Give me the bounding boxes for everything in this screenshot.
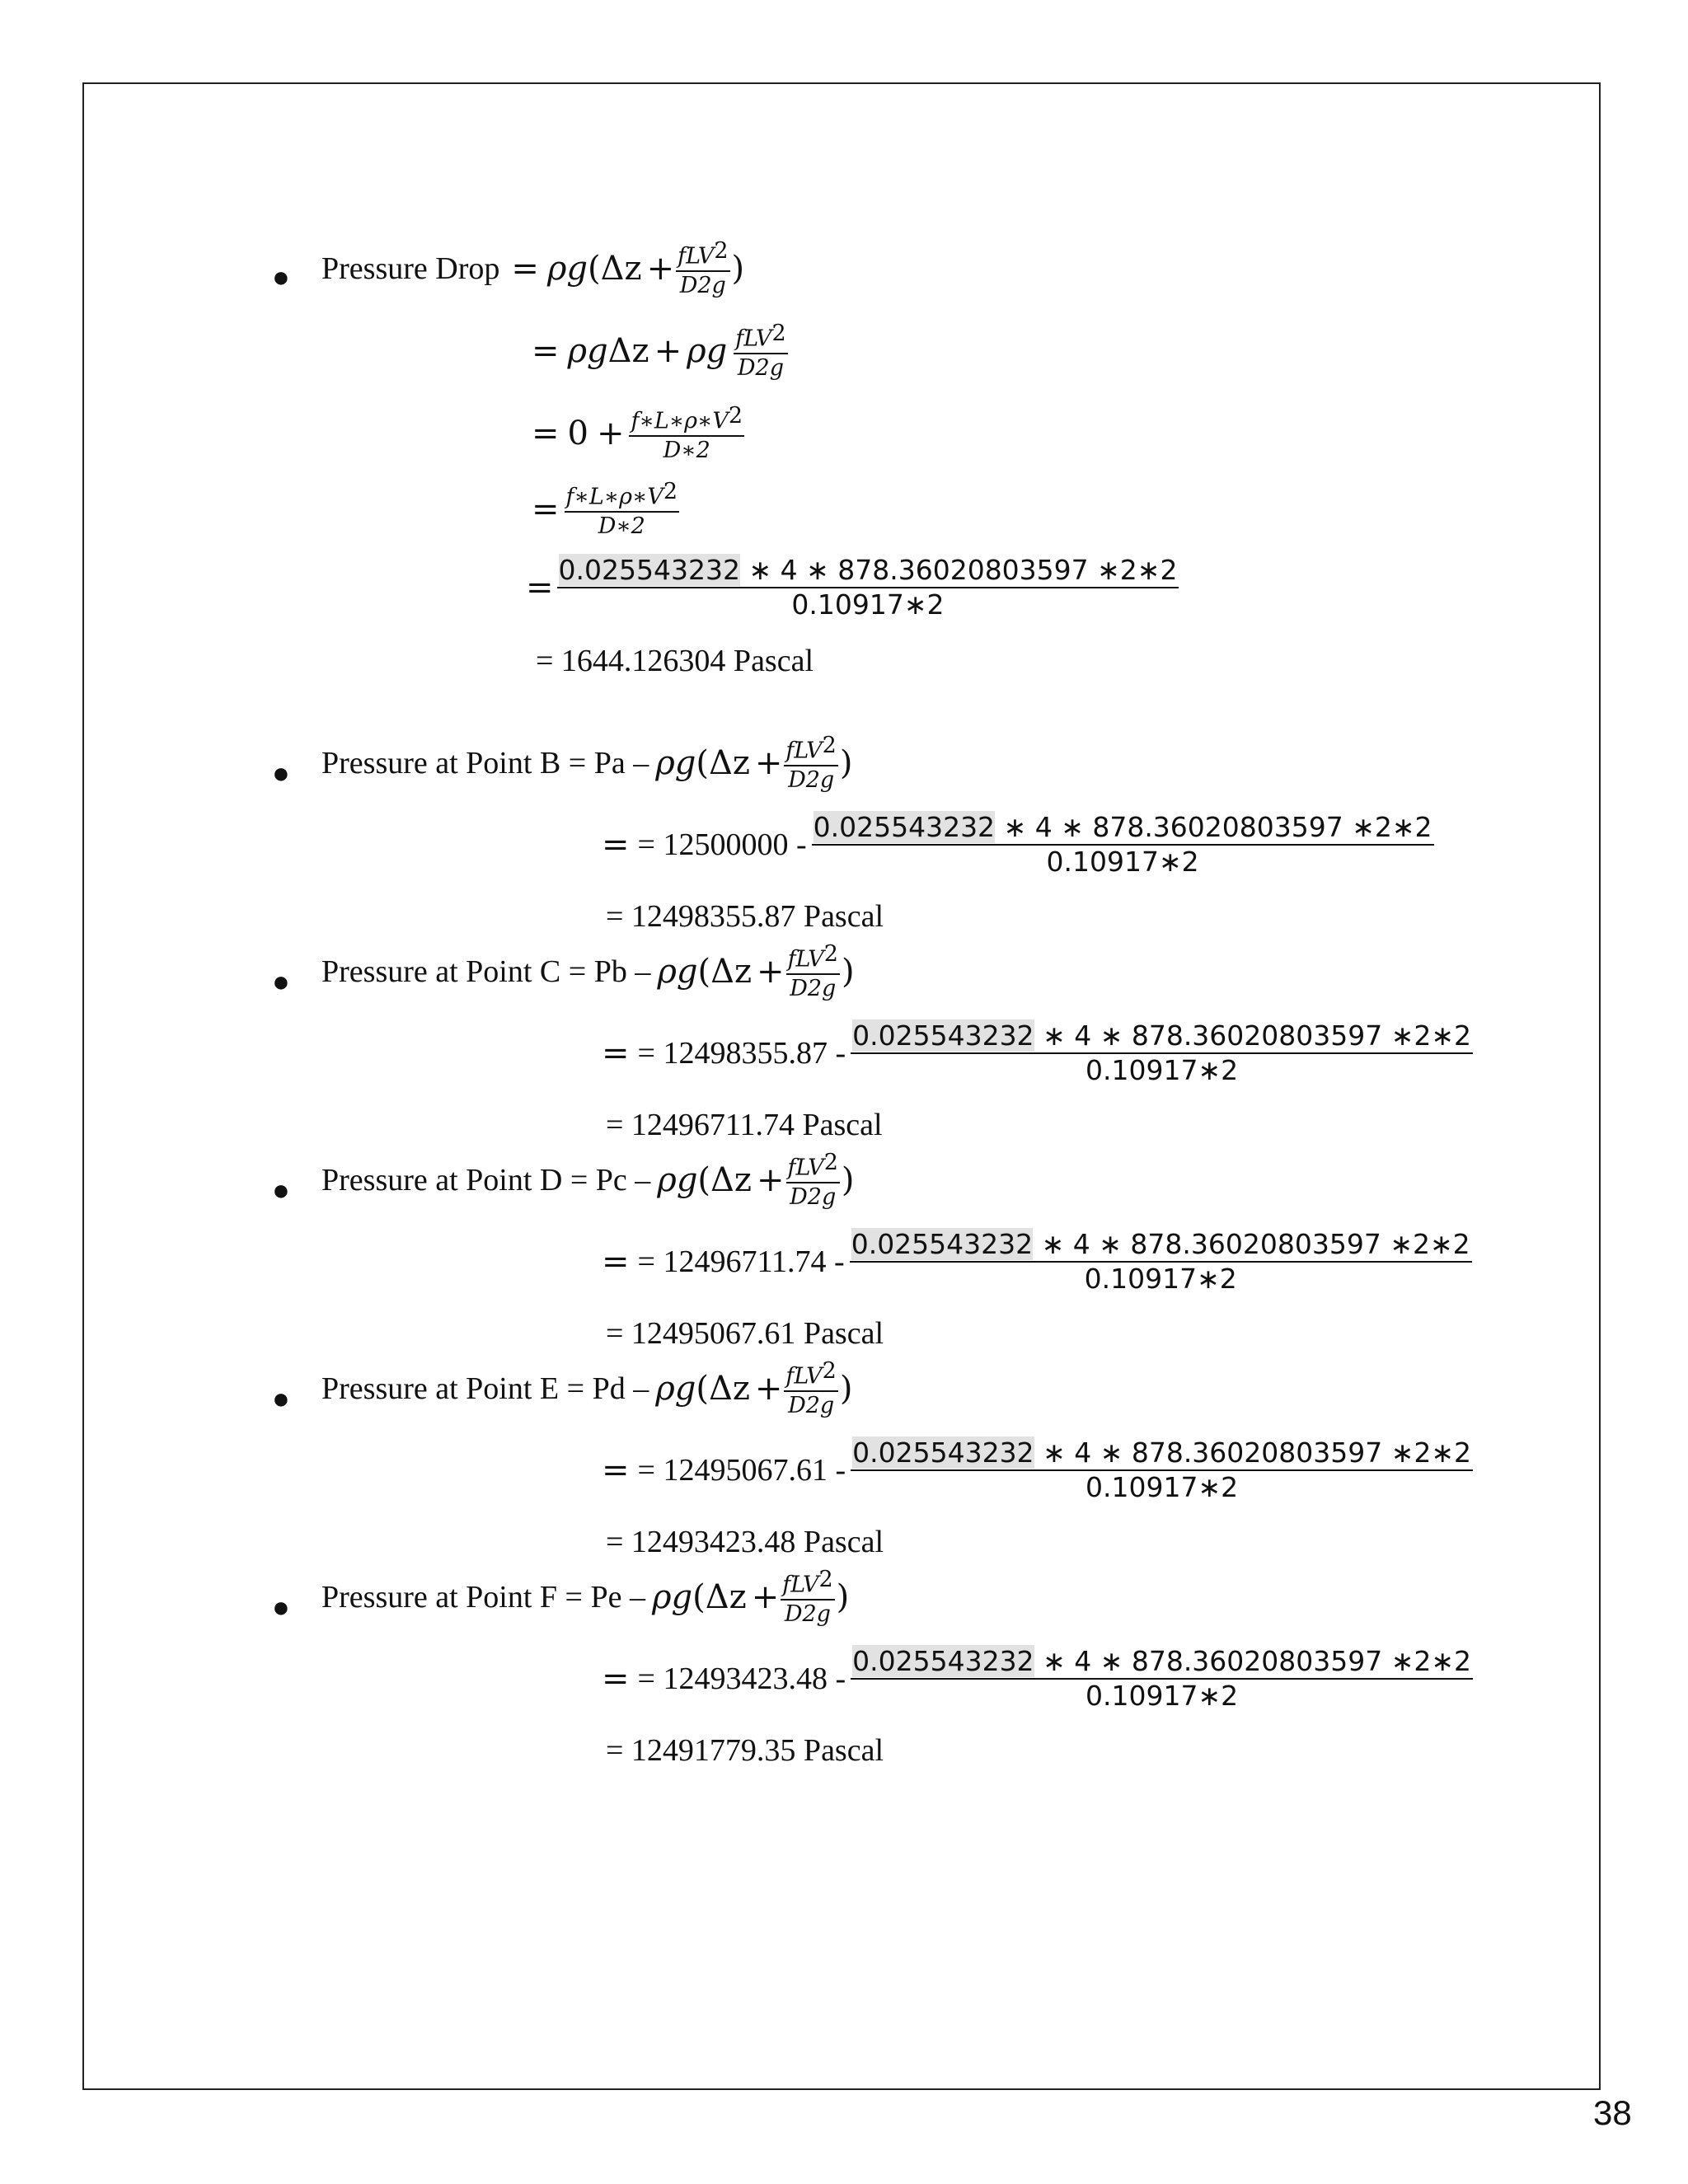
page-border xyxy=(82,82,1601,2090)
point-c-result: = 12496711.74 Pascal xyxy=(606,1108,883,1142)
point-b-formula: Pressure at Point B = Pa – ρg ( Δz + $\frac{fLV^2}{D2g}$ ) xyxy=(321,733,853,794)
flv2-fraction: $\frac{fLV^2}{D2g}$ xyxy=(785,1358,837,1419)
numeric-fraction: $\frac{0.025543232 ∗ 4 ∗ 878.36020803597 ∗2∗2}{0.10917∗2}$ xyxy=(852,1436,1472,1504)
numeric-fraction: $\frac{0.025543232 ∗ 4 ∗ 878.36020803597 ∗2∗2}{0.10917∗2}$ xyxy=(851,1228,1470,1296)
numeric-fraction: $\frac{0.025543232 ∗ 4 ∗ 878.36020803597 ∗2∗2}{0.10917∗2}$ xyxy=(852,1645,1472,1713)
bullet: ● xyxy=(272,965,290,998)
flv2-fraction: $\frac{fLV^2}{D2g}$ xyxy=(785,733,837,794)
point-e-formula: Pressure at Point E = Pd – ρg ( Δz + $\frac{fLV^2}{D2g}$ ) xyxy=(321,1358,853,1419)
point-f-substitution: = = 12493423.48 - $\frac{0.025543232 ∗ 4 ∗ 878.36020803597 ∗2∗2}{0.10917∗2}$ xyxy=(602,1645,1472,1713)
pressure-drop-line-5: = $\frac{0.025543232 ∗ 4 ∗ 878.36020803597 ∗2∗2}{0.10917∗2}$ xyxy=(526,554,1178,621)
point-d-substitution: = = 12496711.74 - $\frac{0.025543232 ∗ 4 ∗ 878.36020803597 ∗2∗2}{0.10917∗2}$ xyxy=(602,1228,1470,1296)
bullet: ● xyxy=(272,260,290,293)
numeric-fraction: $\frac{0.025543232 ∗ 4 ∗ 878.36020803597 ∗2∗2}{0.10917∗2}$ xyxy=(558,554,1178,621)
point-e-result: = 12493423.48 Pascal xyxy=(606,1525,884,1559)
page-number: 38 xyxy=(1593,2093,1632,2132)
flv2-fraction: $\frac{fLV^2}{D2g}$ xyxy=(787,941,838,1002)
point-e-substitution: = = 12495067.61 - $\frac{0.025543232 ∗ 4 ∗ 878.36020803597 ∗2∗2}{0.10917∗2}$ xyxy=(602,1436,1472,1504)
f-l-rho-v2-fraction: $\frac{f∗L∗\rho∗V^2}{D∗2}$ xyxy=(631,403,743,464)
pressure-drop-label: Pressure Drop xyxy=(321,251,500,286)
bullet: ● xyxy=(272,1382,290,1415)
bullet: ● xyxy=(272,1591,290,1624)
numeric-fraction: $\frac{0.025543232 ∗ 4 ∗ 878.36020803597 ∗2∗2}{0.10917∗2}$ xyxy=(852,1019,1472,1087)
point-f-formula: Pressure at Point F = Pe – ρg ( Δz + $\frac{fLV^2}{D2g}$ ) xyxy=(321,1567,850,1628)
bullet: ● xyxy=(272,1174,290,1207)
point-c-formula: Pressure at Point C = Pb – ρg ( Δz + $\frac{fLV^2}{D2g}$ ) xyxy=(321,941,855,1002)
pressure-drop-result: = 1644.126304 Pascal xyxy=(536,644,814,678)
numeric-fraction: $\frac{0.025543232 ∗ 4 ∗ 878.36020803597 ∗2∗2}{0.10917∗2}$ xyxy=(813,811,1432,879)
point-d-formula: Pressure at Point D = Pc – ρg ( Δz + $\frac{fLV^2}{D2g}$ ) xyxy=(321,1150,855,1211)
point-b-result: = 12498355.87 Pascal xyxy=(606,899,884,934)
bullet: ● xyxy=(272,757,290,790)
flv2-fraction: $\frac{fLV^2}{D2g}$ xyxy=(782,1567,833,1628)
pressure-drop-line-4: = $\frac{f∗L∗\rho∗V^2}{D∗2}$ xyxy=(532,479,678,540)
f-l-rho-v2-fraction: $\frac{f∗L∗\rho∗V^2}{D∗2}$ xyxy=(565,479,678,540)
point-d-result: = 12495067.61 Pascal xyxy=(606,1316,884,1351)
pressure-drop-line-2: = ρg Δz + ρg $\frac{fLV^2}{D2g}$ xyxy=(532,321,786,382)
flv2-fraction: $\frac{fLV^2}{D2g}$ xyxy=(735,321,786,382)
point-b-substitution: = = 12500000 - $\frac{0.025543232 ∗ 4 ∗ 878.36020803597 ∗2∗2}{0.10917∗2}$ xyxy=(602,811,1432,879)
point-f-result: = 12491779.35 Pascal xyxy=(606,1733,884,1768)
point-c-substitution: = = 12498355.87 - $\frac{0.025543232 ∗ 4 ∗ 878.36020803597 ∗2∗2}{0.10917∗2}$ xyxy=(602,1019,1472,1087)
flv2-fraction: $\frac{fLV^2}{D2g}$ xyxy=(787,1150,838,1211)
flv2-fraction: $\frac{fLV^2}{D2g}$ xyxy=(678,238,729,299)
pressure-drop-line-1: Pressure Drop = ρg ( Δz + $\frac{fLV^2}{D2g}$ ) xyxy=(321,238,745,299)
pressure-drop-line-3: = 0 + $\frac{f∗L∗\rho∗V^2}{D∗2}$ xyxy=(532,403,743,464)
